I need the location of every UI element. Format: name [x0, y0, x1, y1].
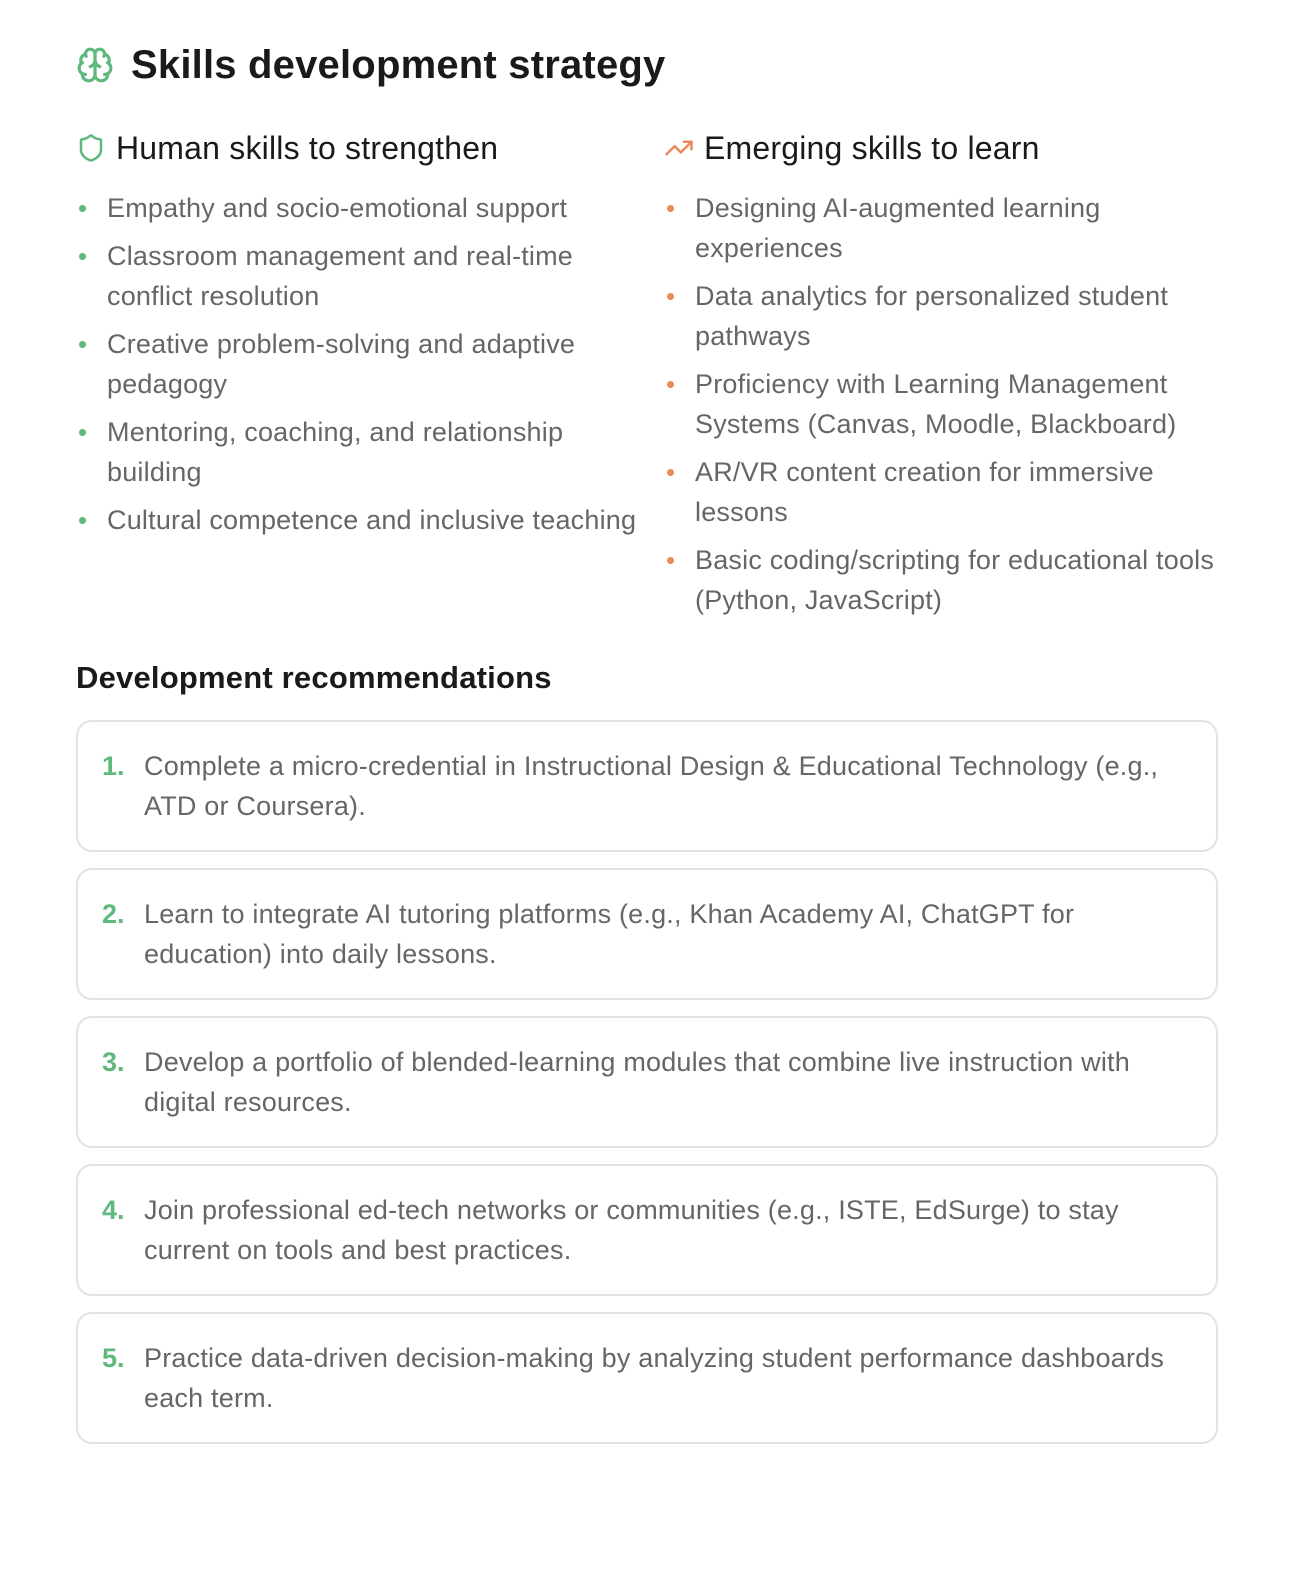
recommendation-card — [76, 1164, 1218, 1296]
human-skills-section — [76, 128, 664, 628]
emerging-skills-title: Emerging skills to learn — [704, 129, 1040, 166]
human-skills-list — [76, 188, 664, 540]
list-item: Mentoring, coaching, and relationship building — [76, 412, 664, 492]
bullet-icon — [667, 205, 674, 212]
list-item: Data analytics for personalized student pathways — [664, 276, 1218, 356]
brain-icon — [76, 46, 114, 84]
emerging-skills-header — [664, 128, 1218, 168]
emerging-skills-section — [664, 128, 1218, 628]
skills-strategy-card — [76, 40, 1218, 1460]
recommendation-card — [76, 720, 1218, 852]
recommendation-card — [76, 1016, 1218, 1148]
list-item: Creative problem-solving and adaptive pedagogy — [76, 324, 664, 404]
trending-up-icon — [664, 133, 694, 163]
human-skills-title: Human skills to strengthen — [116, 129, 499, 166]
list-item: AR/VR content creation for immersive lessons — [664, 452, 1218, 532]
bullet-icon — [667, 469, 674, 476]
bullet-icon — [79, 429, 86, 436]
recommendation-number: 4. — [102, 1195, 125, 1225]
bullet-icon — [79, 253, 86, 260]
human-skills-header — [76, 128, 664, 168]
page-header — [76, 40, 1218, 90]
list-item: Empathy and socio-emotional support — [76, 188, 664, 228]
recommendation-text: Develop a portfolio of blended-learning modules that combine live instruction with digital resources. — [144, 1047, 1130, 1117]
skills-columns — [76, 128, 1218, 628]
list-item: Proficiency with Learning Management Systems (Canvas, Moodle, Blackboard) — [664, 364, 1218, 444]
bullet-icon — [79, 341, 86, 348]
bullet-icon — [667, 381, 674, 388]
list-item: Classroom management and real-time conflict resolution — [76, 236, 664, 316]
recommendation-number: 1. — [102, 751, 125, 781]
list-item: Designing AI-augmented learning experiences — [664, 188, 1218, 268]
recommendation-number: 3. — [102, 1047, 125, 1077]
bullet-icon — [667, 557, 674, 564]
list-item: Cultural competence and inclusive teaching — [76, 500, 664, 540]
bullet-icon — [667, 293, 674, 300]
recommendation-text: Learn to integrate AI tutoring platforms (e.g., Khan Academy AI, ChatGPT for education) into daily lessons. — [144, 899, 1075, 969]
recommendation-card — [76, 1312, 1218, 1444]
recommendations-title: Development recommendations — [76, 660, 552, 695]
recommendation-number: 5. — [102, 1343, 125, 1373]
emerging-skills-list — [664, 188, 1218, 620]
recommendation-card — [76, 868, 1218, 1000]
bullet-icon — [79, 517, 86, 524]
recommendation-text: Practice data-driven decision-making by analyzing student performance dashboards each term. — [144, 1343, 1165, 1413]
recommendation-text: Join professional ed-tech networks or communities (e.g., ISTE, EdSurge) to stay current on tools and best practices. — [144, 1195, 1119, 1265]
shield-icon — [76, 133, 106, 163]
bullet-icon — [79, 205, 86, 212]
page-title: Skills development strategy — [131, 42, 666, 87]
recommendation-text: Complete a micro-credential in Instructional Design & Educational Technology (e.g., ATD or Coursera). — [144, 751, 1159, 821]
list-item: Basic coding/scripting for educational tools (Python, JavaScript) — [664, 540, 1218, 620]
recommendation-number: 2. — [102, 899, 125, 929]
recommendations-list — [76, 720, 1218, 1444]
